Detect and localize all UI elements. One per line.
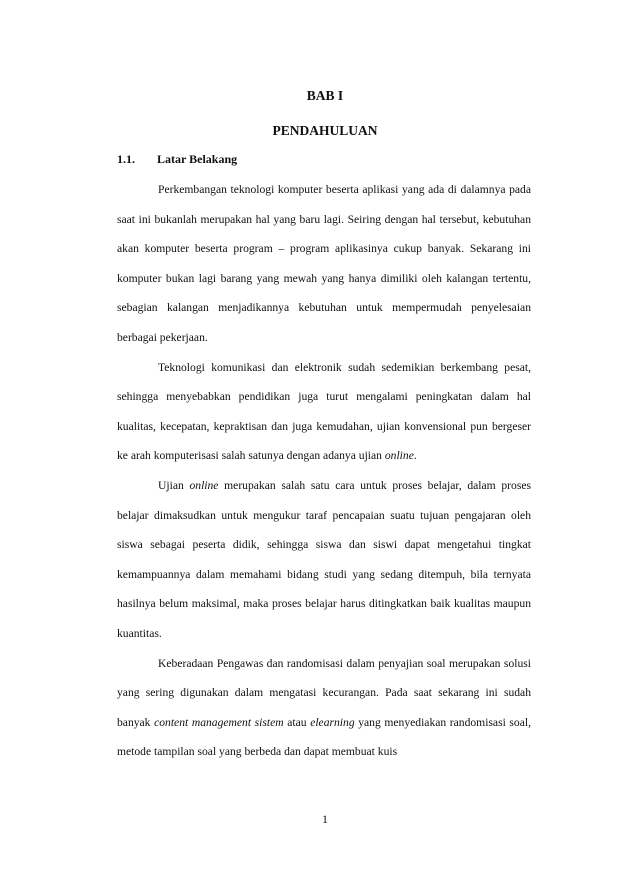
chapter-label: BAB I [306, 88, 344, 103]
section-heading [117, 152, 237, 167]
page-number: 1 [322, 812, 328, 826]
paragraph-4-em-b: elearning [310, 715, 355, 729]
paragraph-3-em-a: online [189, 478, 219, 492]
paragraph-4-text-b: atau [283, 715, 311, 729]
paragraph-3-text-a: Ujian [158, 478, 190, 492]
paragraph-2-em-a: online [384, 449, 414, 463]
paragraph-2 [117, 353, 531, 471]
paragraph-1-text: Perkembangan teknologi komputer beserta aplikasi yang ada di dalamnya pada saat ini bukanlah merupakan hal yang baru lagi. Seiring dengan hal tersebut, kebutuhan akan komputer beserta program – program aplikasinya cukup banyak. Sekarang ini komputer bukan lagi barang yang mewah yang hanya dimiliki oleh kalangan tertentu, sebagian kalangan menjadikannya kebutuhan untuk mempermudah penyelesaian berbagai pekerjaan. [117, 183, 531, 344]
paragraph-4-text-a: Keberadaan Pengawas dan randomisasi dalam penyajian soal merupakan solusi yang sering digunakan dalam mengatasi kecurangan. Pada saat sekarang ini sudah banyak [117, 656, 531, 729]
section-number: 1.1. [117, 152, 135, 166]
paragraph-4 [117, 649, 531, 767]
paragraph-4-text-c: yang menyediakan randomisasi soal, metode tampilan soal yang berbeda dan dapat membuat kuis [117, 715, 531, 759]
paragraph-1 [117, 175, 531, 353]
section-title: Latar Belakang [157, 152, 238, 166]
paragraph-3 [117, 471, 531, 649]
chapter-title: PENDAHULUAN [272, 123, 378, 138]
paragraph-2-text-b: . [413, 449, 417, 463]
body-text [117, 175, 531, 767]
paragraph-2-text-a: Teknologi komunikasi dan elektronik sudah sedemikian berkembang pesat, sehingga menyebabkan pendidikan juga turut mengalami peningkatan dalam hal kualitas, kecepatan, kepraktisan dan juga kemudahan, ujian konvensional pun bergeser ke arah komputerisasi salah satunya dengan adanya ujian [117, 360, 531, 463]
paragraph-4-em-a: content management sistem [154, 715, 284, 729]
paragraph-3-text-b: merupakan salah satu cara untuk proses belajar, dalam proses belajar dimaksudkan untuk mengukur taraf pencapaian suatu tujuan pengajaran oleh siswa sebagai peserta didik, sehingga siswa dan siswi dapat mengetahui tingkat kemampuannya dalam memahami bidang studi yang sedang ditempuh, bila ternyata hasilnya belum maksimal, maka proses belajar harus ditingkatkan baik kualitas maupun kuantitas. [117, 478, 532, 640]
